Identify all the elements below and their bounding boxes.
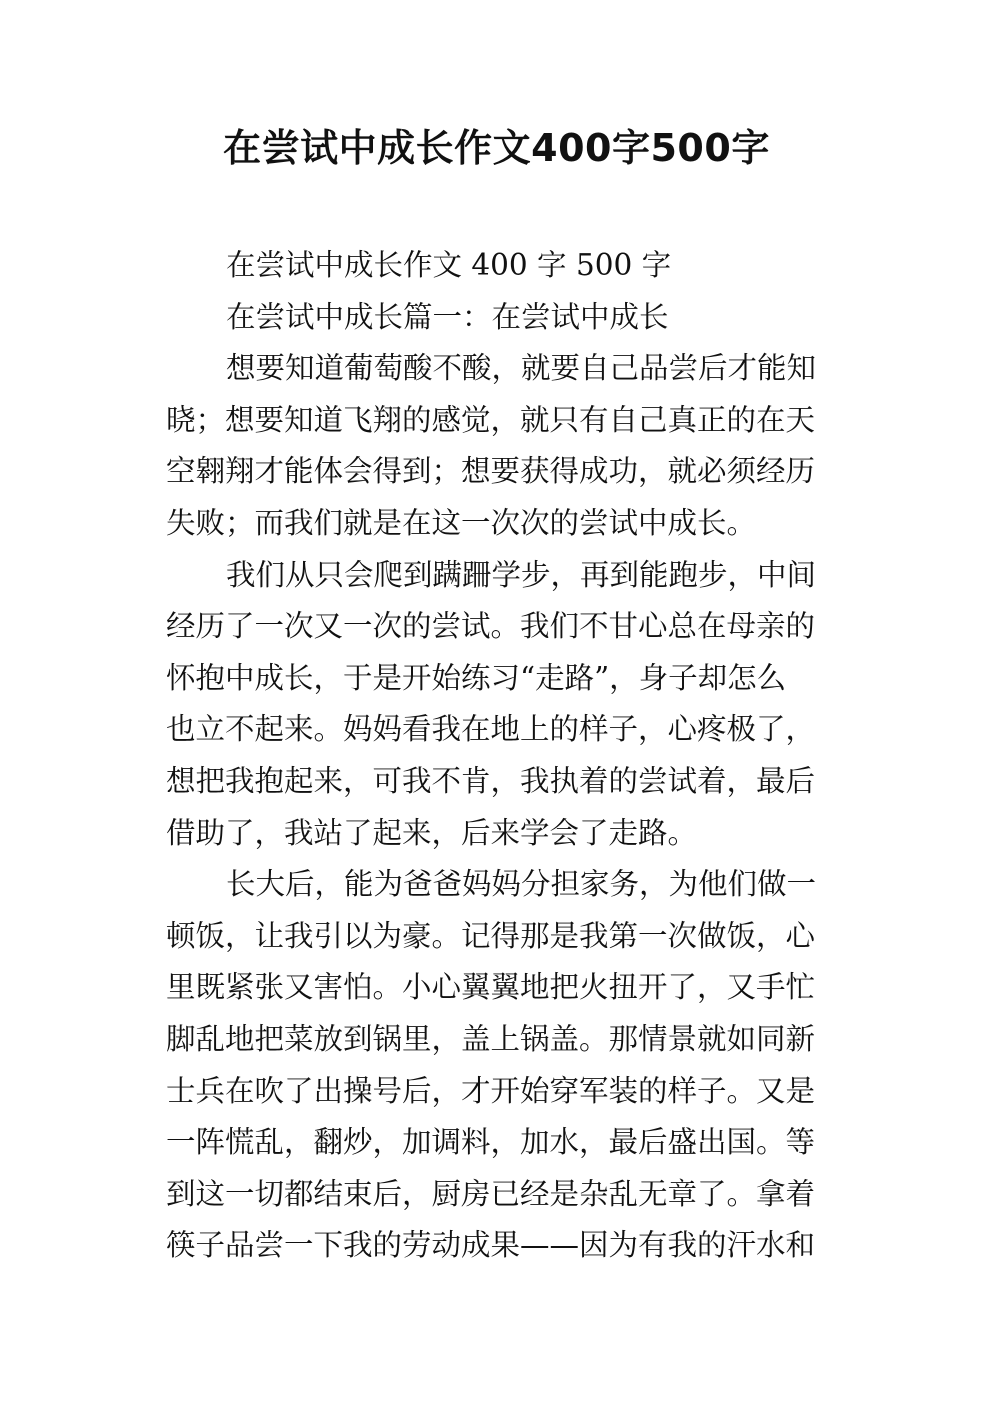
- paragraph: 想要知道葡萄酸不酸，就要自己品尝后才能知 晓；想要知道飞翔的感觉，就只有自己真正的在天 空翱翔才能体会得到；想要获得成功，就必须经历 失败；而我们就是在这一次次的尝试中成长。: [166, 351, 817, 540]
- document-title: 在尝试中成长作文400字500字: [223, 126, 770, 170]
- paragraph: 长大后，能为爸爸妈妈分担家务，为他们做一 顿饭，让我引以为豪。记得那是我第一次做饭，心 里既紧张又害怕。小心翼翼地把火扭开了，又手忙 脚乱地把菜放到锅里，盖上锅盖。那情景就如同新 士兵在吹了出操号后，才开始穿军装的样子。又是 一阵慌乱，翻炒，加调料，加水，最后盛出国。等 到这一切都结束后，厨房已经是杂乱无章了。拿着 筷子品尝一下我的劳动成果——因为有我的汗水和: [166, 867, 817, 1263]
- paragraph-subtitle: 在尝试中成长作文 400 字 500 字: [226, 248, 672, 282]
- paragraph-section-heading: 在尝试中成长篇一：在尝试中成长: [226, 299, 669, 334]
- paragraph: 我们从只会爬到蹒跚学步，再到能跑步，中间 经历了一次又一次的尝试。我们不甘心总在母亲的 怀抱中成长，于是开始练习“走路”，身子却怎么 也立不起来。妈妈看我在地上的样子，心疼极了， 想把我抱起来，可我不肯，我执着的尝试着，最后 借助了，我站了起来，后来学会了走路。: [166, 557, 817, 850]
- document-body: [166, 240, 828, 1272]
